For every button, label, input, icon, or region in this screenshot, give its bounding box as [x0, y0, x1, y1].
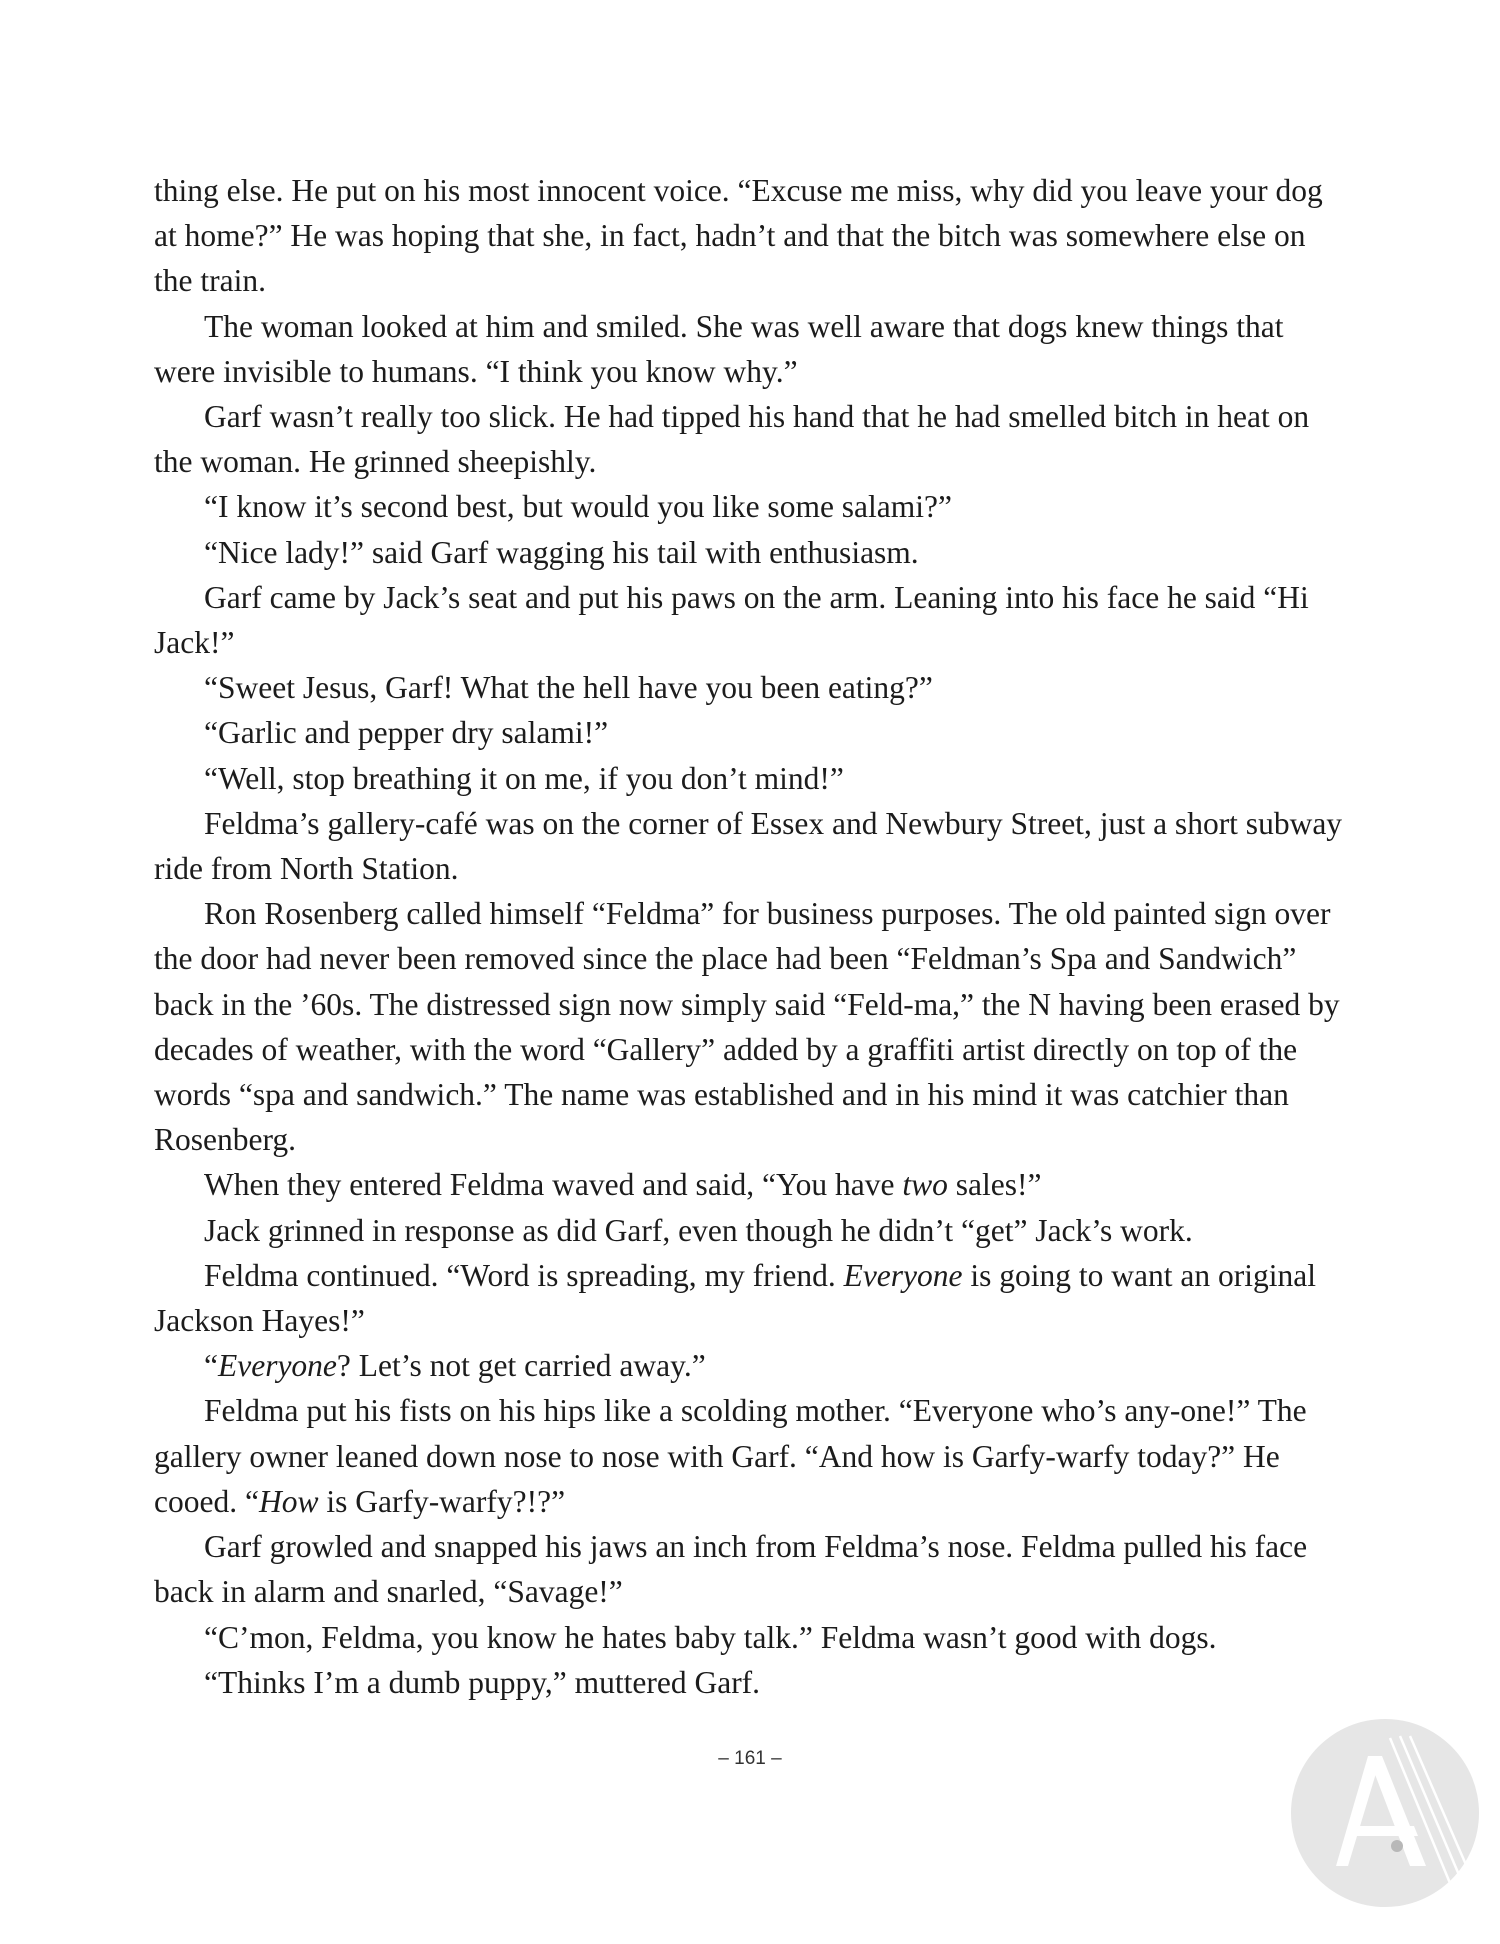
paragraph-14	[154, 1253, 1346, 1343]
paragraph-2: The woman looked at him and smiled. She was well aware that dogs knew things that were invisible to humans. “I think you know why.”	[154, 308, 1284, 389]
paragraph-5: “Nice lady!” said Garf wagging his tail with enthusiasm.	[204, 534, 919, 570]
paragraph-12	[154, 1162, 1346, 1207]
paragraph-12-emphasis: two	[902, 1167, 948, 1203]
paragraph-11: Ron Rosenberg called himself “Feldma” for business purposes. The old painted sign over the door had never been removed since the place had been “Feldman’s Spa and Sandwich” back in the ’60s. The distressed sign now simply said “Feld-ma,” the N having been erased by decades of weather, with the word “Gallery” added by a graffiti artist directly on top of the words “spa and sandwich.” The name was established and in his mind it was catchier than Rosenberg.	[154, 896, 1340, 1158]
paragraph-6: Garf came by Jack’s seat and put his paws on the arm. Leaning into his face he said “Hi Jack!”	[154, 579, 1309, 661]
paragraph-16	[154, 1388, 1346, 1524]
paragraph-8: “Garlic and pepper dry salami!”	[204, 715, 609, 751]
paragraph-9: “Well, stop breathing it on me, if you don’t mind!”	[204, 760, 844, 796]
paragraph-17: Garf growled and snapped his jaws an inch from Feldma’s nose. Feldma pulled his face back in alarm and snarled, “Savage!”	[154, 1529, 1308, 1610]
paragraph-14-emphasis: Everyone	[843, 1257, 963, 1293]
paragraph-12-after: sales!”	[947, 1167, 1042, 1203]
paragraph-1: thing else. He put on his most innocent voice. “Excuse me miss, why did you leave your dog at home?” He was hoping that she, in fact, hadn’t and that the bitch was somewhere else on the train.	[154, 173, 1323, 299]
paragraph-15-after: ? Let’s not get carried away.”	[336, 1348, 706, 1384]
paragraph-10: Feldma’s gallery-café was on the corner of Essex and Newbury Street, just a short subway ride from North Station.	[154, 805, 1343, 887]
paragraph-4: “I know it’s second best, but would you like some salami?”	[204, 489, 952, 525]
paragraph-14-after: is going to want an original Jackson Hayes!”	[154, 1257, 1316, 1339]
publisher-logo-watermark-icon	[1290, 1718, 1480, 1908]
paragraph-13: Jack grinned in response as did Garf, even though he didn’t “get” Jack’s work.	[204, 1212, 1193, 1248]
paragraph-12-before: When they entered Feldma waved and said, “You have	[204, 1167, 903, 1203]
paragraph-16-emphasis: How	[258, 1483, 319, 1519]
paragraph-3: Garf wasn’t really too slick. He had tipped his hand that he had smelled bitch in heat on the woman. He grinned sheepishly.	[154, 399, 1310, 480]
page-number: – 161 –	[718, 1748, 782, 1769]
paragraph-14-before: Feldma continued. “Word is spreading, my friend.	[204, 1257, 844, 1293]
paragraph-18: “C’mon, Feldma, you know he hates baby talk.” Feldma wasn’t good with dogs.	[204, 1619, 1217, 1655]
paragraph-19: “Thinks I’m a dumb puppy,” muttered Garf.	[204, 1664, 761, 1700]
paragraph-15	[154, 1343, 1346, 1388]
paragraph-16-before: Feldma put his fists on his hips like a scolding mother. “Everyone who’s any-one!” The gallery owner leaned down nose to nose with Garf. “And how is Garfy-warfy today?” He cooed. “	[154, 1393, 1307, 1519]
paragraph-16-after: is Garfy-warfy?!?”	[318, 1483, 566, 1519]
body-text	[154, 168, 1346, 1705]
paragraph-15-before: “	[204, 1348, 218, 1384]
paragraph-7: “Sweet Jesus, Garf! What the hell have you been eating?”	[204, 670, 933, 706]
paragraph-15-emphasis: Everyone	[217, 1348, 337, 1384]
